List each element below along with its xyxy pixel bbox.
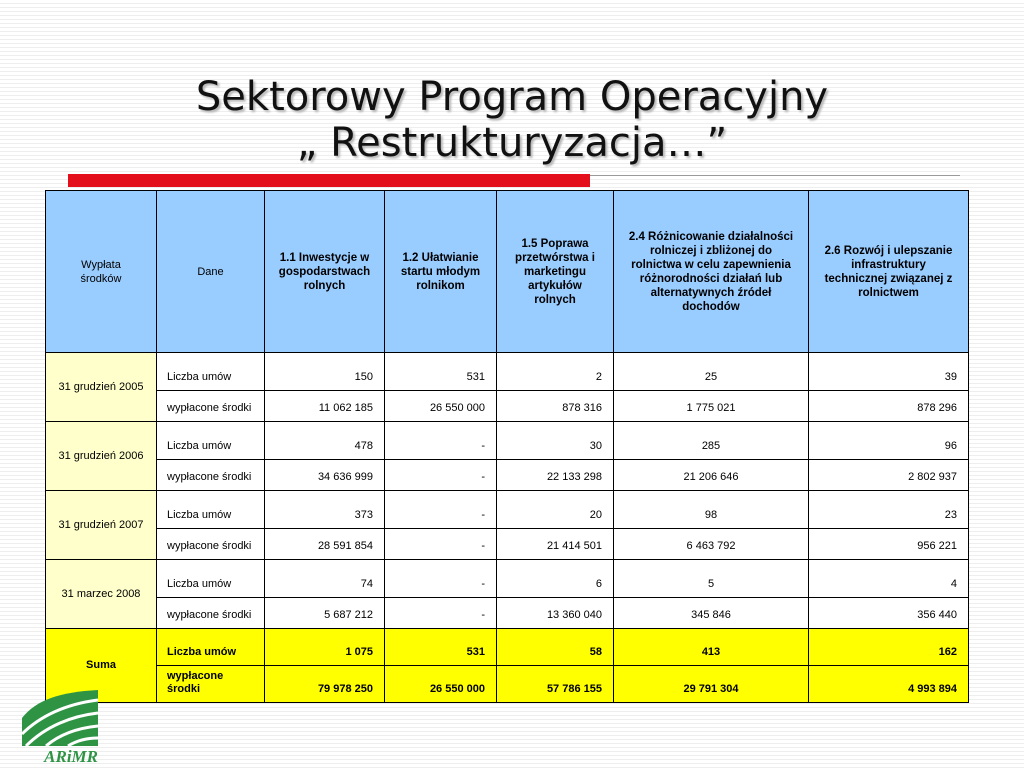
value-cell-1-1: 74 bbox=[265, 560, 385, 598]
value-cell-1-5: 6 bbox=[497, 560, 614, 598]
table-row bbox=[46, 598, 969, 629]
value-cell-1-1: 11 062 185 bbox=[265, 391, 385, 422]
value-cell-1-5: 22 133 298 bbox=[497, 460, 614, 491]
row-label: Liczba umów bbox=[157, 353, 265, 391]
value-cell-1-2: - bbox=[385, 560, 497, 598]
arimr-logo bbox=[16, 688, 102, 766]
header-measure-2-6: 2.6 Rozwój i ulepszanie infrastruktury technicznej związanej z rolnictwem bbox=[809, 191, 969, 353]
value-cell-1-2: - bbox=[385, 598, 497, 629]
value-cell-2-6: 23 bbox=[809, 491, 969, 529]
value-cell-1-2: - bbox=[385, 460, 497, 491]
value-cell-1-1: 5 687 212 bbox=[265, 598, 385, 629]
total-cell-1-5: 58 bbox=[497, 629, 614, 666]
row-label: wypłacone środki bbox=[157, 666, 265, 703]
logo-wordmark: ARiMR bbox=[44, 747, 98, 766]
field-emblem-icon bbox=[22, 690, 98, 746]
slide-title bbox=[0, 74, 1024, 166]
value-cell-1-1: 150 bbox=[265, 353, 385, 391]
total-row bbox=[46, 666, 969, 703]
value-cell-2-4: 285 bbox=[614, 422, 809, 460]
total-label-cell: Suma bbox=[46, 629, 157, 703]
value-cell-1-1: 28 591 854 bbox=[265, 529, 385, 560]
value-cell-2-6: 956 221 bbox=[809, 529, 969, 560]
divider-line bbox=[590, 175, 960, 176]
header-payment-date: Wypłata środków bbox=[46, 191, 157, 353]
header-measure-2-4: 2.4 Różnicowanie działalności rolniczej i zbliżonej do rolnictwa w celu zapewnienia różnorodności działań lub alternatywnych źródeł dochodów bbox=[614, 191, 809, 353]
value-cell-1-2: 26 550 000 bbox=[385, 391, 497, 422]
total-cell-1-2: 531 bbox=[385, 629, 497, 666]
total-cell-2-6: 4 993 894 bbox=[809, 666, 969, 703]
value-cell-2-4: 1 775 021 bbox=[614, 391, 809, 422]
value-cell-2-6: 2 802 937 bbox=[809, 460, 969, 491]
value-cell-1-5: 2 bbox=[497, 353, 614, 391]
table-row bbox=[46, 353, 969, 391]
table-row bbox=[46, 422, 969, 460]
header-data: Dane bbox=[157, 191, 265, 353]
value-cell-1-2: - bbox=[385, 529, 497, 560]
row-label: Liczba umów bbox=[157, 560, 265, 598]
value-cell-2-6: 4 bbox=[809, 560, 969, 598]
value-cell-1-5: 878 316 bbox=[497, 391, 614, 422]
value-cell-1-5: 21 414 501 bbox=[497, 529, 614, 560]
value-cell-2-4: 345 846 bbox=[614, 598, 809, 629]
period-cell: 31 grudzień 2006 bbox=[46, 422, 157, 491]
title-line-2: „ Restrukturyzacja…” bbox=[296, 120, 728, 166]
header-measure-1-1: 1.1 Inwestycje w gospodarstwach rolnych bbox=[265, 191, 385, 353]
table-header-row bbox=[46, 191, 969, 353]
period-cell: 31 marzec 2008 bbox=[46, 560, 157, 629]
value-cell-1-1: 478 bbox=[265, 422, 385, 460]
value-cell-1-1: 34 636 999 bbox=[265, 460, 385, 491]
value-cell-2-6: 878 296 bbox=[809, 391, 969, 422]
header-measure-1-2: 1.2 Ułatwianie startu młodym rolnikom bbox=[385, 191, 497, 353]
header-measure-1-5: 1.5 Poprawa przetwórstwa i marketingu artykułów rolnych bbox=[497, 191, 614, 353]
row-label: wypłacone środki bbox=[157, 391, 265, 422]
value-cell-2-4: 6 463 792 bbox=[614, 529, 809, 560]
row-label: wypłacone środki bbox=[157, 598, 265, 629]
total-cell-2-4: 29 791 304 bbox=[614, 666, 809, 703]
value-cell-2-4: 25 bbox=[614, 353, 809, 391]
value-cell-1-5: 30 bbox=[497, 422, 614, 460]
value-cell-2-4: 21 206 646 bbox=[614, 460, 809, 491]
value-cell-2-6: 356 440 bbox=[809, 598, 969, 629]
total-cell-1-1: 79 978 250 bbox=[265, 666, 385, 703]
value-cell-2-4: 98 bbox=[614, 491, 809, 529]
table-row bbox=[46, 391, 969, 422]
value-cell-1-2: 531 bbox=[385, 353, 497, 391]
value-cell-1-2: - bbox=[385, 491, 497, 529]
row-label: Liczba umów bbox=[157, 422, 265, 460]
value-cell-1-1: 373 bbox=[265, 491, 385, 529]
program-payments-table bbox=[45, 190, 969, 703]
period-cell: 31 grudzień 2005 bbox=[46, 353, 157, 422]
row-label: wypłacone środki bbox=[157, 529, 265, 560]
total-cell-1-1: 1 075 bbox=[265, 629, 385, 666]
table-row bbox=[46, 529, 969, 560]
table-row bbox=[46, 560, 969, 598]
total-cell-2-4: 413 bbox=[614, 629, 809, 666]
value-cell-1-5: 20 bbox=[497, 491, 614, 529]
row-label: Liczba umów bbox=[157, 629, 265, 666]
table-row bbox=[46, 491, 969, 529]
title-line-1: Sektorowy Program Operacyjny bbox=[195, 74, 829, 120]
value-cell-2-6: 96 bbox=[809, 422, 969, 460]
total-cell-1-2: 26 550 000 bbox=[385, 666, 497, 703]
period-cell: 31 grudzień 2007 bbox=[46, 491, 157, 560]
total-cell-2-6: 162 bbox=[809, 629, 969, 666]
table-row bbox=[46, 460, 969, 491]
total-cell-1-5: 57 786 155 bbox=[497, 666, 614, 703]
value-cell-1-5: 13 360 040 bbox=[497, 598, 614, 629]
accent-bar bbox=[68, 174, 590, 187]
total-row bbox=[46, 629, 969, 666]
value-cell-2-4: 5 bbox=[614, 560, 809, 598]
row-label: wypłacone środki bbox=[157, 460, 265, 491]
value-cell-2-6: 39 bbox=[809, 353, 969, 391]
row-label: Liczba umów bbox=[157, 491, 265, 529]
value-cell-1-2: - bbox=[385, 422, 497, 460]
